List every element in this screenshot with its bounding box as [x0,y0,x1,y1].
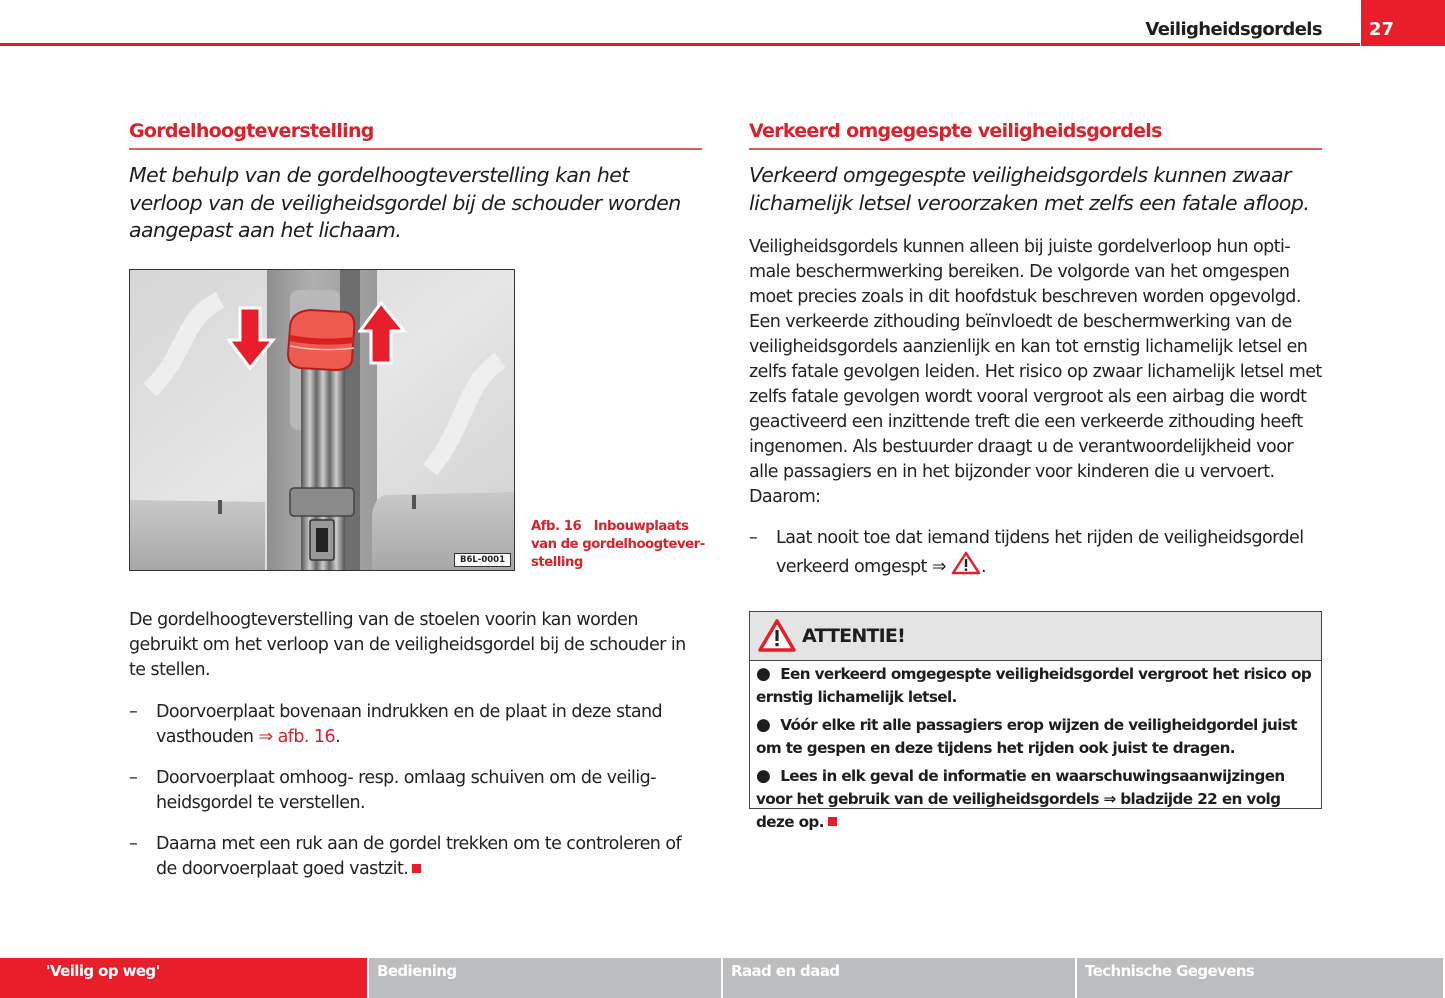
warning-item-text: Lees in elk geval de informatie en waarschuwingsaanwijzingen voor het gebruik van de veiligheidsgordels ⇒ bladzijde 22 en volg deze op. [756,767,1285,831]
body-paragraph: Veiligheidsgordels kunnen alleen bij juiste gordelverloop hun opti-male beschermwerking bereiken. De volgorde van het omgespen moet precies zoals in dit hoofdstuk beschreven worden opgevolgd. Een verkeerde zithouding beïnvloedt de beschermwerking van de veiligheidsgordels aanzienlijk en kan tot ernstig lichamelijk letsel en zelfs fatale gevolgen leiden. Het risico op zwaar lichamelijk letsel met zelfs fatale gevolgen wordt vooral vergroot als een airbag die wordt geactiveerd een inzittende treft die een verkeerde zithouding heeft ingenomen. Als bestuurder draagt u de verantwoordelijkheid voor alle passagiers en in het bijzonder voor kinderen die u vervoert. Daarom: [749,237,1322,507]
warning-triangle-icon [757,618,797,654]
dash-marker: – [749,528,758,548]
dash-marker: – [129,702,138,722]
warning-item [750,714,1321,760]
section-title: Verkeerd omgegespte veiligheidsgordels [749,118,1322,150]
end-of-section-icon [828,817,837,826]
dash-marker: – [129,834,138,854]
warning-item [750,765,1321,834]
figure-code: B6L-0001 [454,553,511,567]
seatbelt-illustration [130,270,514,570]
page-number-box [1361,0,1445,46]
warning-item-text: Een verkeerd omgegespte veiligheidsgordel vergroot het risico op ernstig lichamelijk letsel. [756,665,1312,706]
arrow-up-icon [358,301,408,365]
step-text: Laat nooit toe dat iemand tijdens het rijden de veiligheidsgordel verkeerd omgespt ⇒ [776,528,1304,577]
warning-label: ATTENTIE! [802,625,905,647]
footer-chapter-tabs [0,958,1445,998]
header-rule [0,43,1360,46]
lead-paragraph: Met behulp van de gordelhoogteverstelling kan het verloop van de veiligheidsgordel bij de schouder worden aangepast aan het lichaam. [129,163,681,242]
bullet-icon: ● [756,766,771,786]
step-item [129,832,702,882]
figure-reference-link[interactable]: ⇒ afb. 16 [258,727,336,747]
left-column [129,118,702,245]
figure-caption [531,518,711,572]
step-punctuation: . [980,557,986,577]
warning-item [750,663,1321,709]
warning-header [750,612,1321,661]
tab-raad-en-daad[interactable]: Raad en daad [723,958,1075,998]
step-text: Daarna met een ruk aan de gordel trekken om te controleren of de doorvoerplaat goed vastzit. [156,834,682,879]
figure-caption-text: Inbouwplaats van de gordelhoogtever-stelling [531,519,705,570]
figure-caption-label: Afb. 16 [531,519,582,534]
end-of-section-icon [412,864,421,873]
step-item [129,766,702,816]
step-item [129,700,702,750]
lead-paragraph: Verkeerd omgegespte veiligheidsgordels kunnen zwaar lichamelijk letsel veroorzaken met zelfs een fatale afloop. [749,163,1310,215]
right-column [749,118,1322,580]
step-text: Doorvoerplaat omhoog- resp. omlaag schuiven om de veilig-heidsgordel te verstellen. [156,768,656,813]
arrow-down-icon [227,306,277,370]
warning-triangle-icon[interactable] [951,551,981,575]
bullet-icon: ● [756,664,771,684]
left-body [129,608,702,882]
body-paragraph: De gordelhoogteverstelling van de stoelen voorin kan worden gebruikt om het verloop van de veiligheidsgordel bij de schouder in te stellen. [129,610,686,680]
page-number: 27 [1369,19,1395,40]
tab-bediening[interactable]: Bediening [369,958,721,998]
step-punctuation: . [335,727,341,747]
section-title: Gordelhoogteverstelling [129,118,702,150]
warning-box [749,611,1322,831]
warning-item-text: Vóór elke rit alle passagiers erop wijzen de veiligheidgordel juist om te gespen en deze tijdens het rijden ook juist te dragen. [756,716,1297,757]
running-header-title: Veiligheidsgordels [1145,19,1322,40]
bullet-icon: ● [756,715,771,735]
step-item [749,526,1322,580]
step-text: Doorvoerplaat bovenaan indrukken en de plaat in deze stand vasthouden [156,702,663,747]
tab-veilig-op-weg[interactable]: 'Veilig op weg' [0,958,367,998]
figure-belt-height-adjuster [129,269,515,571]
tab-technische-gegevens[interactable]: Technische Gegevens [1077,958,1443,998]
dash-marker: – [129,768,138,788]
